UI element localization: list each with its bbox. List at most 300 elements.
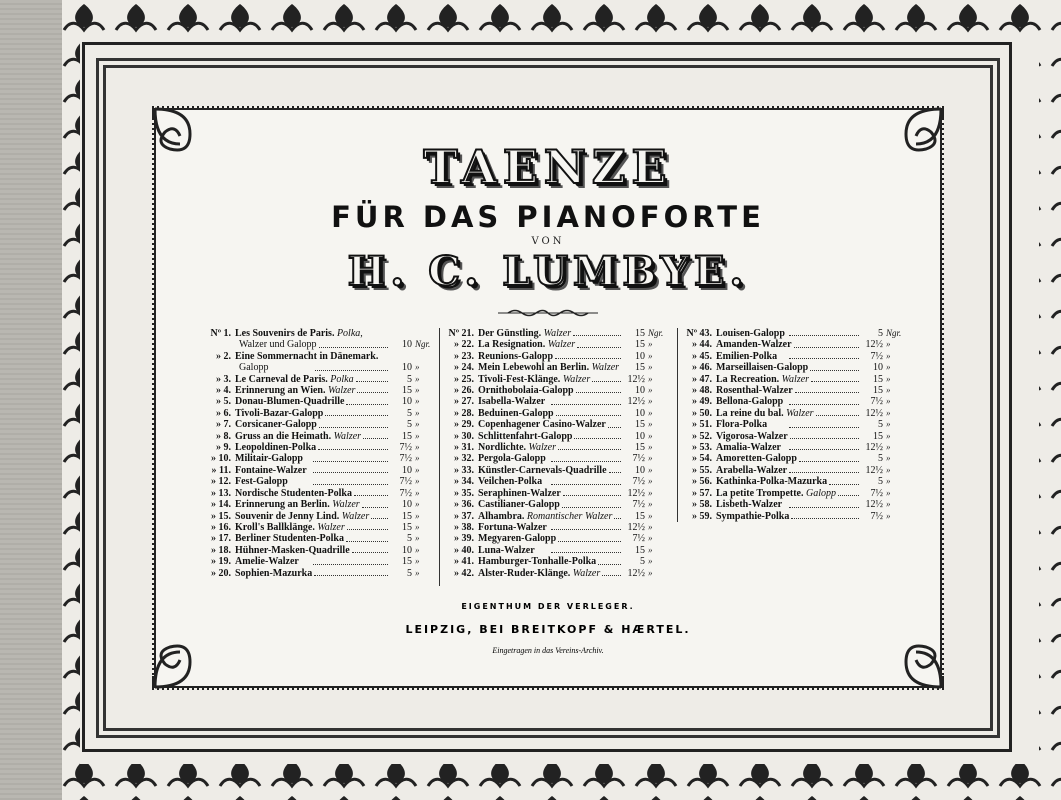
work-title-text: Veilchen-Polka <box>478 476 543 488</box>
leader-dots <box>609 465 621 473</box>
price-unit: » <box>886 339 891 350</box>
work-title <box>235 499 360 510</box>
work-title <box>235 556 311 567</box>
work-title <box>235 476 311 487</box>
work-title <box>478 522 549 533</box>
work-number: » 20. <box>211 567 231 579</box>
work-number: » 11. <box>211 464 231 476</box>
work-title-text: Erinnerung an Wien. <box>235 385 326 397</box>
work-title <box>478 499 560 510</box>
work-title <box>478 465 607 476</box>
price-unit: » <box>415 499 420 510</box>
work-number: » 32. <box>454 453 474 465</box>
work-title <box>235 511 369 522</box>
leader-dots <box>346 533 388 541</box>
work-title <box>235 374 354 385</box>
work-title <box>478 453 549 464</box>
leader-dots <box>810 362 859 370</box>
work-number: » 39. <box>454 533 474 545</box>
work-price: 10 <box>635 407 645 419</box>
work-entry <box>444 522 666 533</box>
works-list <box>201 328 901 590</box>
leader-dots <box>563 488 621 496</box>
work-price: 12½ <box>865 339 883 351</box>
leader-dots <box>551 476 622 484</box>
work-number: » 54. <box>692 453 712 465</box>
work-number: » 14. <box>211 499 231 511</box>
leader-dots <box>313 453 389 461</box>
work-title <box>235 385 355 396</box>
work-title <box>478 408 554 419</box>
leader-dots <box>811 374 859 382</box>
work-title <box>716 339 792 350</box>
price-unit: » <box>886 453 891 464</box>
work-entry <box>444 545 666 556</box>
price-unit: Ngr. <box>886 328 902 338</box>
work-title-text: Berliner Studenten-Polka <box>235 533 344 545</box>
leader-dots <box>576 385 621 393</box>
work-genre: Walzer <box>572 567 601 579</box>
price-unit: » <box>886 362 891 373</box>
work-price: 7½ <box>870 510 883 522</box>
work-number: » 55. <box>692 464 712 476</box>
leader-dots <box>551 522 622 530</box>
work-entry <box>682 339 904 350</box>
work-price: 15 <box>635 419 645 431</box>
work-number: » 46. <box>692 362 712 374</box>
work-number: » 36. <box>454 499 474 511</box>
work-price: 7½ <box>632 499 645 511</box>
leader-dots <box>598 556 621 564</box>
work-number: » 13. <box>211 487 231 499</box>
work-title <box>235 396 344 407</box>
price-unit: » <box>415 533 420 544</box>
work-price: 7½ <box>870 396 883 408</box>
leader-dots <box>352 545 388 553</box>
work-title-text: La petite Trompette. <box>716 487 804 499</box>
work-title-text: Amelie-Walzer <box>235 556 299 568</box>
work-price: 10 <box>402 464 412 476</box>
price-unit: » <box>415 476 420 487</box>
work-title-text: Amoretten-Galopp <box>716 453 797 465</box>
work-title-text: Hühner-Masken-Quadrille <box>235 544 350 556</box>
work-entry <box>201 522 433 533</box>
work-price: 10 <box>402 362 412 374</box>
by-line: VON <box>531 236 565 247</box>
work-title <box>478 419 606 430</box>
work-entry <box>444 556 666 567</box>
work-number: » 45. <box>692 350 712 362</box>
leader-dots <box>795 385 859 393</box>
price-unit: Ngr. <box>648 328 664 338</box>
work-price: 12½ <box>627 521 645 533</box>
work-number: Nº 43. <box>686 328 712 339</box>
work-number: » 51. <box>692 419 712 431</box>
work-number: » 18. <box>211 544 231 556</box>
work-price: 10 <box>873 362 883 374</box>
work-title-text: Donau-Blumen-Quadrille <box>235 396 345 408</box>
work-genre: Polka, <box>336 328 363 339</box>
price-unit: » <box>648 407 653 418</box>
leader-dots <box>789 328 860 336</box>
price-unit: » <box>415 373 420 384</box>
work-entry <box>682 499 904 510</box>
work-price: 5 <box>878 453 883 465</box>
work-title <box>716 499 787 510</box>
price-unit: » <box>886 464 891 475</box>
work-title-text: Sympathie-Polka <box>716 510 790 522</box>
work-entry <box>444 533 666 544</box>
work-title-text: Mein Lebewohl an Berlin. <box>478 362 590 374</box>
work-title <box>478 442 556 453</box>
work-number: » 28. <box>454 407 474 419</box>
leader-dots <box>558 442 621 450</box>
content-panel <box>156 110 940 686</box>
work-title-text: Militair-Galopp <box>235 453 303 465</box>
work-number: Nº 1. <box>210 328 231 339</box>
leader-dots <box>346 396 388 404</box>
work-entry <box>444 431 666 442</box>
work-title-text: Ornithobolaia-Galopp <box>478 385 574 397</box>
leader-dots <box>574 431 621 439</box>
leader-dots <box>356 374 388 382</box>
work-price: 12½ <box>627 396 645 408</box>
work-number: » 15. <box>211 510 231 522</box>
work-entry <box>444 351 666 362</box>
price-unit: » <box>648 464 653 475</box>
work-price: 12½ <box>627 487 645 499</box>
work-title-text: Amalia-Walzer <box>716 442 781 454</box>
work-number: » 8. <box>216 430 231 442</box>
work-entry <box>201 385 433 396</box>
work-title <box>716 374 809 385</box>
work-title-text: Copenhagener Casino-Walzer <box>478 419 606 431</box>
work-price: 15 <box>402 556 412 568</box>
leader-dots <box>319 339 389 347</box>
work-number: » 58. <box>692 499 712 511</box>
work-number: » 6. <box>216 407 231 419</box>
work-number: » 44. <box>692 339 712 351</box>
price-unit: » <box>886 430 891 441</box>
work-number: » 23. <box>454 350 474 362</box>
work-title-text: Vigorosa-Walzer <box>716 430 788 442</box>
price-unit: » <box>886 385 891 396</box>
work-price: 7½ <box>632 533 645 545</box>
work-title-text: Megyaren-Galopp <box>478 533 557 545</box>
work-number: Nº 21. <box>448 328 474 339</box>
price-unit: » <box>886 350 891 361</box>
price-unit: » <box>648 476 653 487</box>
price-unit: » <box>648 442 653 453</box>
binding-spine <box>0 0 62 800</box>
work-entry <box>682 351 904 362</box>
work-entry <box>201 556 433 567</box>
work-title-text: Künstler-Carnevals-Quadrille <box>478 464 607 476</box>
leader-dots <box>614 511 621 519</box>
leader-dots <box>573 328 621 336</box>
work-price: 15 <box>402 430 412 442</box>
publisher-block <box>156 602 940 655</box>
work-entry <box>444 339 666 350</box>
work-number: » 38. <box>454 521 474 533</box>
price-unit: » <box>415 385 420 396</box>
work-number: » 22. <box>454 339 474 351</box>
leader-dots <box>790 431 859 439</box>
work-title <box>716 442 787 453</box>
subtitle: FÜR DAS PIANOFORTE <box>331 200 765 234</box>
leader-dots <box>789 419 860 427</box>
work-price: 15 <box>402 521 412 533</box>
work-title-text: Rosenthal-Walzer <box>716 385 793 397</box>
work-entry <box>444 419 666 430</box>
work-title <box>478 568 600 579</box>
work-number: » 57. <box>692 487 712 499</box>
work-number: » 5. <box>216 396 231 408</box>
work-title <box>478 476 549 487</box>
work-title-text: Der Günstling. <box>478 328 542 339</box>
work-title <box>716 385 793 396</box>
work-number: » 37. <box>454 510 474 522</box>
price-unit: » <box>415 521 420 532</box>
work-genre: Walzer <box>317 521 345 533</box>
work-number: » 27. <box>454 396 474 408</box>
leader-dots <box>829 476 859 484</box>
work-title-text: Corsicaner-Galopp <box>235 419 317 431</box>
work-entry <box>201 499 433 510</box>
work-price: 15 <box>635 339 645 351</box>
work-entry <box>444 476 666 487</box>
work-title <box>716 362 808 373</box>
work-entry <box>444 385 666 396</box>
price-blank <box>390 351 412 362</box>
work-number: » 59. <box>692 510 712 522</box>
work-genre: Walzer <box>591 362 620 374</box>
work-title-text: Isabella-Walzer <box>478 396 546 408</box>
work-price: 7½ <box>399 476 412 488</box>
work-number: » 50. <box>692 407 712 419</box>
work-title <box>235 408 323 419</box>
leader-dots <box>551 545 622 553</box>
work-genre: Walzer <box>781 373 810 385</box>
work-entry <box>201 533 433 544</box>
work-entry <box>682 419 904 430</box>
price-unit: » <box>886 407 891 418</box>
work-title <box>716 351 787 362</box>
work-entry <box>201 351 433 362</box>
work-title <box>716 453 797 464</box>
price-unit: » <box>415 487 420 498</box>
work-title <box>235 328 390 339</box>
work-title-text: Alhambra. <box>478 510 525 522</box>
work-number: » 30. <box>454 430 474 442</box>
work-price: 5 <box>407 373 412 385</box>
work-entry <box>444 442 666 453</box>
work-title <box>716 511 789 522</box>
work-number: » 29. <box>454 419 474 431</box>
price-unit: » <box>886 499 891 510</box>
price-unit: » <box>415 419 420 430</box>
leader-dots <box>325 408 388 416</box>
work-title <box>716 419 787 430</box>
leader-dots <box>794 339 859 347</box>
leader-dots <box>371 511 388 519</box>
work-title-text: Luna-Walzer <box>478 544 535 556</box>
work-entry <box>201 328 433 339</box>
price-unit: » <box>886 487 891 498</box>
work-entry <box>444 568 666 579</box>
divider-ornament <box>498 308 598 318</box>
work-title-text: Nordlichte. <box>478 442 527 454</box>
work-entry <box>444 511 666 522</box>
work-entry <box>444 408 666 419</box>
work-entry <box>682 374 904 385</box>
work-price: 10 <box>635 430 645 442</box>
work-number: » 34. <box>454 476 474 488</box>
work-title <box>716 465 787 476</box>
price-unit: » <box>648 567 653 578</box>
work-entry <box>201 374 433 385</box>
work-number: » 31. <box>454 442 474 454</box>
work-title-text: Gruss an die Heimath. <box>235 430 332 442</box>
work-title-text: Pergola-Galopp <box>478 453 546 465</box>
works-column-1 <box>201 328 433 579</box>
work-genre: Walzer <box>543 328 572 339</box>
work-title-continued: Galopp <box>239 362 269 374</box>
work-entry <box>444 362 666 373</box>
work-genre: Polka <box>330 373 354 385</box>
work-title <box>478 385 574 396</box>
work-entry <box>444 499 666 510</box>
leader-dots <box>315 362 389 370</box>
work-entry <box>682 362 904 373</box>
work-title-text: Fortuna-Walzer <box>478 521 547 533</box>
work-entry <box>682 408 904 419</box>
work-entry <box>201 488 433 499</box>
leader-dots <box>558 533 621 541</box>
leader-dots <box>313 556 389 564</box>
work-price: 12½ <box>865 442 883 454</box>
price-unit: » <box>415 453 420 464</box>
publisher-name: LEIPZIG, BEI BREITKOPF & HÆRTEL. <box>405 623 691 636</box>
work-price: 12½ <box>627 373 645 385</box>
price-unit: » <box>415 430 420 441</box>
work-title-text: Louisen-Galopp <box>716 328 785 339</box>
work-entry <box>682 442 904 453</box>
work-title-text: Leopoldinen-Polka <box>235 442 317 454</box>
work-title-text: Emilien-Polka <box>716 350 778 362</box>
work-genre: Walzer <box>547 339 576 351</box>
work-price: 15 <box>402 510 412 522</box>
work-title-text: Eine Sommernacht in Dänemark. <box>235 350 379 362</box>
works-column-2 <box>439 328 666 586</box>
leader-dots <box>357 385 388 393</box>
work-title <box>235 431 361 442</box>
work-price: 7½ <box>870 350 883 362</box>
work-title <box>478 351 553 362</box>
unit-blank <box>412 328 433 339</box>
work-price: 15 <box>635 510 645 522</box>
work-title-text: Seraphinen-Walzer <box>478 487 561 499</box>
work-number: » 47. <box>692 373 712 385</box>
work-number: » 9. <box>216 442 231 454</box>
price-unit: » <box>648 521 653 532</box>
price-unit: » <box>648 533 653 544</box>
work-number: » 10. <box>211 453 231 465</box>
work-entry <box>201 568 433 579</box>
price-unit: » <box>648 373 653 384</box>
work-entry <box>682 431 904 442</box>
work-title-text: Lisbeth-Walzer <box>716 499 783 511</box>
work-price: 12½ <box>865 499 883 511</box>
work-title-text: Sophien-Mazurka <box>235 567 313 579</box>
work-entry <box>682 396 904 407</box>
work-title <box>235 453 311 464</box>
work-number: » 17. <box>211 533 231 545</box>
work-price: 15 <box>873 385 883 397</box>
price-unit: » <box>648 499 653 510</box>
work-title-text: Le Carneval de Paris. <box>235 373 328 385</box>
price-unit: Ngr. <box>415 339 431 350</box>
work-price: 10 <box>402 499 412 511</box>
work-title <box>478 362 619 373</box>
price-unit: » <box>415 362 420 373</box>
leader-dots <box>577 339 621 347</box>
work-genre: Romantischer Walzer <box>526 510 613 522</box>
work-number: » 52. <box>692 430 712 442</box>
work-entry <box>682 476 904 487</box>
price-unit: » <box>886 442 891 453</box>
composer-name: H. C. LUMBYE. <box>347 248 749 295</box>
work-title <box>716 488 836 499</box>
work-title-text: Reunions-Galopp <box>478 350 554 362</box>
work-title <box>235 442 316 453</box>
work-number: » 24. <box>454 362 474 374</box>
unit-blank <box>412 351 433 362</box>
work-entry <box>201 396 433 407</box>
price-unit: » <box>886 373 891 384</box>
work-price: 7½ <box>632 476 645 488</box>
work-entry <box>444 465 666 476</box>
work-title <box>478 545 549 556</box>
work-title-text: Erinnerung an Berlin. <box>235 499 330 511</box>
work-title <box>478 339 575 350</box>
work-title-text: La Recreation. <box>716 373 780 385</box>
work-title-text: Beduinen-Galopp <box>478 407 554 419</box>
work-title-text: Les Souvenirs de Paris. <box>235 328 335 339</box>
work-title-text: La Resignation. <box>478 339 546 351</box>
work-number: » 2. <box>216 350 231 362</box>
work-title <box>235 419 317 430</box>
work-price: 5 <box>878 476 883 488</box>
work-number: » 19. <box>211 556 231 568</box>
work-price: 7½ <box>399 487 412 499</box>
work-number: » 48. <box>692 385 712 397</box>
work-number: » 42. <box>454 567 474 579</box>
work-genre: Walzer <box>341 510 370 522</box>
work-entry <box>444 488 666 499</box>
work-price: 15 <box>402 385 412 397</box>
leader-dots <box>602 568 621 576</box>
price-unit: » <box>648 385 653 396</box>
leader-dots <box>318 442 388 450</box>
price-unit: » <box>886 419 891 430</box>
leader-dots <box>816 408 859 416</box>
work-price: 5 <box>407 419 412 431</box>
work-number: » 12. <box>211 476 231 488</box>
work-genre: Galopp <box>805 487 836 499</box>
price-unit: » <box>415 544 420 555</box>
work-price: 12½ <box>865 407 883 419</box>
